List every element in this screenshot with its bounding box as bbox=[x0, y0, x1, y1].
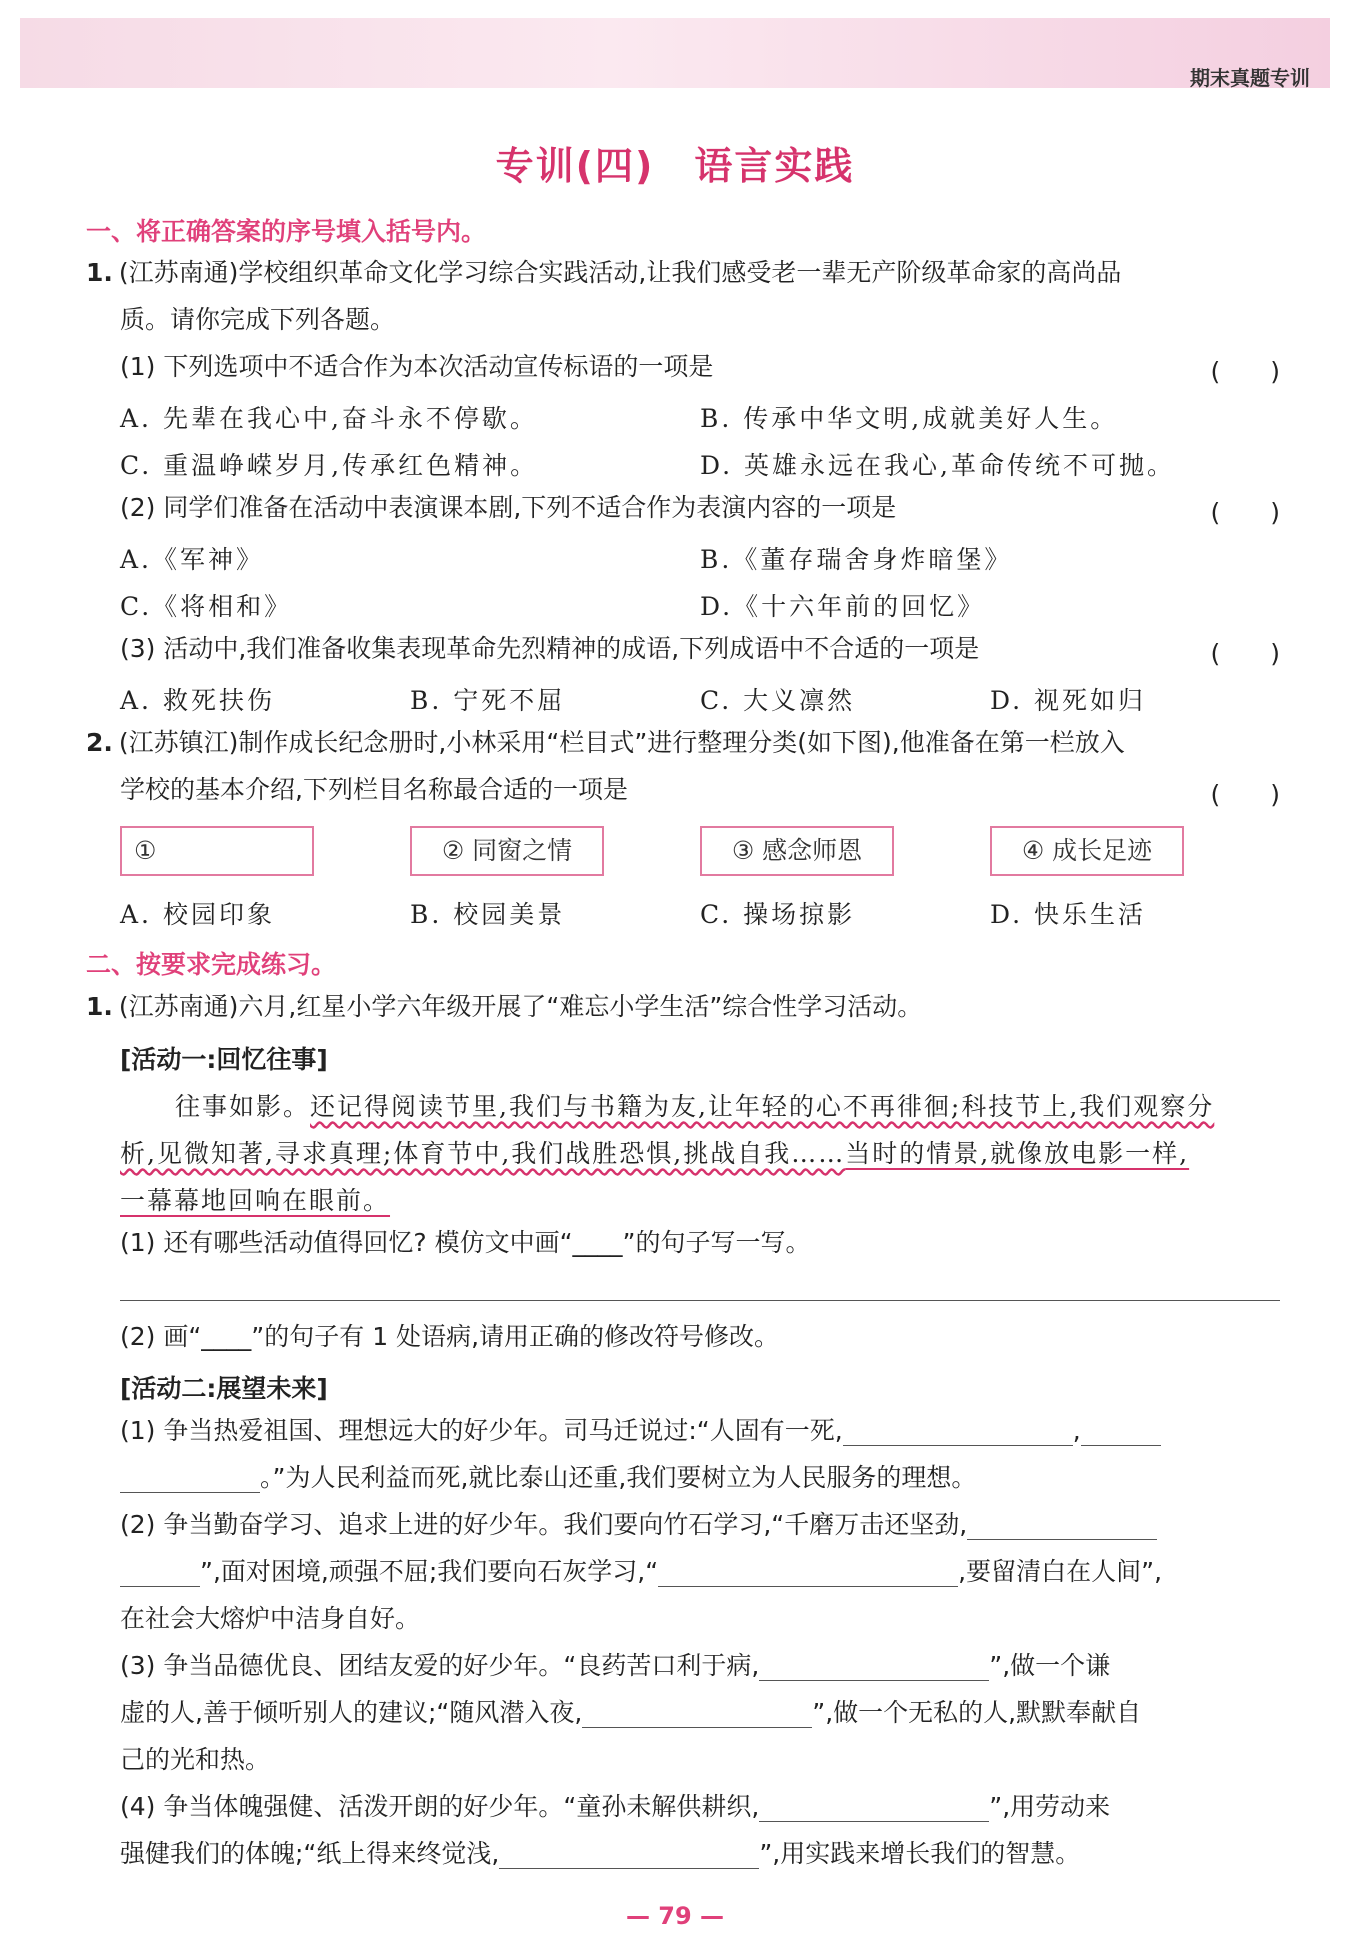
act2-s3c: 虚的人,善于倾听别人的建议;“随风潜入夜, bbox=[120, 1698, 583, 1727]
answer-blank[interactable] bbox=[759, 1658, 989, 1681]
act2-s2b: ”,面对困境,顽强不屈;我们要向石灰学习,“ bbox=[200, 1557, 659, 1586]
option-d: D. 视死如归 bbox=[990, 686, 1147, 715]
option-d: D. 英雄永远在我心,革命传统不可抛。 bbox=[700, 451, 1175, 480]
page-number: — 79 — bbox=[625, 1902, 725, 1930]
column-box-1: ① bbox=[120, 826, 314, 876]
act2-s1a: (1) 争当热爱祖国、理想远大的好少年。司马迁说过:“人固有一死, bbox=[120, 1416, 843, 1445]
option-c: C. 重温峥嵘岁月,传承红色精神。 bbox=[120, 451, 539, 480]
act2-s3b: ”,做一个谦 bbox=[989, 1651, 1111, 1680]
s1q2-text-1 bbox=[86, 728, 1280, 758]
option-a: A. 先辈在我心中,奋斗永不停歇。 bbox=[120, 404, 538, 433]
s1q1-text-1 bbox=[86, 258, 1280, 288]
act2-s2c: ,要留清白在人间”, bbox=[958, 1557, 1163, 1586]
s1q1-text-line1: (江苏南通)学校组织革命文化学习综合实践活动,让我们感受老一辈无产阶级革命家的高尚品 bbox=[118, 258, 1122, 287]
act2-s4a: (4) 争当体魄强健、活泼开朗的好少年。“童孙未解供耕织, bbox=[120, 1792, 760, 1821]
passage-line-2 bbox=[120, 1134, 1280, 1170]
s2q1-num: 1. bbox=[86, 992, 113, 1021]
answer-blank[interactable] bbox=[120, 1470, 260, 1493]
activity2-label: [活动二:展望未来] bbox=[120, 1374, 328, 1403]
answer-blank[interactable] bbox=[1081, 1423, 1161, 1446]
s1q1-text-line2: 质。请你完成下列各题。 bbox=[120, 305, 396, 334]
column-box-3: ③ 感念师恩 bbox=[700, 826, 894, 876]
s1q2-text-line2: 学校的基本介绍,下列栏目名称最合适的一项是 bbox=[120, 775, 628, 804]
passage-start: 往事如影。 bbox=[175, 1092, 311, 1121]
answer-paren[interactable]: ( ) bbox=[1210, 780, 1280, 809]
passage-line-1 bbox=[175, 1087, 1280, 1123]
option-b: B.《董存瑞舍身炸暗堡》 bbox=[700, 545, 1013, 574]
s1q1-num: 1. bbox=[86, 258, 113, 287]
act2-s1-line1 bbox=[120, 1416, 1280, 1446]
act2-s1b: , bbox=[1072, 1416, 1081, 1445]
act2-s3-line2 bbox=[120, 1698, 1280, 1728]
s1q1-sub3: (3) 活动中,我们准备收集表现革命先烈精神的成语,下列成语中不合适的一项是 bbox=[120, 634, 980, 663]
passage-solid-1: 当时的情景,就像放电影一样, bbox=[845, 1139, 1190, 1168]
answer-paren[interactable]: ( ) bbox=[1210, 357, 1280, 386]
option-b: B. 传承中华文明,成就美好人生。 bbox=[700, 404, 1119, 433]
section2-heading: 二、按要求完成练习。 bbox=[86, 950, 337, 979]
option-a: A.《军神》 bbox=[120, 545, 265, 574]
option-a: A. 救死扶伤 bbox=[120, 686, 275, 715]
option-c: C.《将相和》 bbox=[120, 592, 293, 621]
s1q2-num: 2. bbox=[86, 728, 113, 757]
option-d: D. 快乐生活 bbox=[990, 900, 1147, 929]
act2-s4c: 强健我们的体魄;“纸上得来终觉浅, bbox=[120, 1839, 500, 1868]
answer-blank[interactable] bbox=[499, 1846, 759, 1869]
s2q1-intro: (江苏南通)六月,红星小学六年级开展了“难忘小学生活”综合性学习活动。 bbox=[118, 992, 923, 1021]
act2-s4-line2 bbox=[120, 1839, 1280, 1869]
column-box-2: ② 同窗之情 bbox=[410, 826, 604, 876]
header-tag: 期末真题专训 bbox=[1190, 66, 1310, 90]
answer-blank[interactable] bbox=[759, 1799, 989, 1822]
s1q1-sub2: (2) 同学们准备在活动中表演课本剧,下列不适合作为表演内容的一项是 bbox=[120, 493, 897, 522]
header-banner bbox=[20, 18, 1330, 88]
option-b: B. 宁死不屈 bbox=[410, 686, 566, 715]
act2-s3a: (3) 争当品德优良、团结友爱的好少年。“良药苦口利于病, bbox=[120, 1651, 760, 1680]
passage-solid-2: 一幕幕地回响在眼前。 bbox=[120, 1186, 391, 1215]
s1q2-text-line1: (江苏镇江)制作成长纪念册时,小林采用“栏目式”进行整理分类(如下图),他准备在第一栏放入 bbox=[118, 728, 1125, 757]
act2-s2-line1 bbox=[120, 1510, 1280, 1540]
act1-sub2: (2) 画“____”的句子有 1 处语病,请用正确的修改符号修改。 bbox=[120, 1322, 780, 1351]
answer-blank[interactable] bbox=[658, 1564, 958, 1587]
option-b: B. 校园美景 bbox=[410, 900, 566, 929]
act2-s4d: ”,用实践来增长我们的智慧。 bbox=[759, 1839, 1081, 1868]
act2-s4-line1 bbox=[120, 1792, 1280, 1822]
passage-wavy-1: 还记得阅读节里,我们与书籍为友,让年轻的心不再徘徊;科技节上,我们观察分 bbox=[310, 1092, 1215, 1121]
option-d: D.《十六年前的回忆》 bbox=[700, 592, 986, 621]
page-title: 专训(四) 语言实践 bbox=[495, 144, 855, 188]
act2-s1-line2 bbox=[120, 1463, 1280, 1493]
s1q1-sub1: (1) 下列选项中不适合作为本次活动宣传标语的一项是 bbox=[120, 352, 714, 381]
act2-s2-line3: 在社会大熔炉中洁身自好。 bbox=[120, 1604, 421, 1633]
act2-s1c: 。”为人民利益而死,就比泰山还重,我们要树立为人民服务的理想。 bbox=[260, 1463, 977, 1492]
act2-s2a: (2) 争当勤奋学习、追求上进的好少年。我们要向竹石学习,“千磨万击还坚劲, bbox=[120, 1510, 968, 1539]
act2-s4b: ”,用劳动来 bbox=[989, 1792, 1111, 1821]
column-box-4: ④ 成长足迹 bbox=[990, 826, 1184, 876]
answer-line[interactable] bbox=[120, 1300, 1280, 1301]
answer-paren[interactable]: ( ) bbox=[1210, 498, 1280, 527]
answer-blank[interactable] bbox=[120, 1564, 200, 1587]
act2-s2-line2 bbox=[120, 1557, 1280, 1587]
answer-blank[interactable] bbox=[843, 1423, 1073, 1446]
option-c: C. 大义凛然 bbox=[700, 686, 856, 715]
passage-line-3 bbox=[120, 1181, 1280, 1217]
answer-blank[interactable] bbox=[582, 1705, 812, 1728]
s2q1-text bbox=[86, 992, 1280, 1022]
option-c: C. 操场掠影 bbox=[700, 900, 856, 929]
act2-s3d: ”,做一个无私的人,默默奉献自 bbox=[812, 1698, 1142, 1727]
answer-blank[interactable] bbox=[967, 1517, 1157, 1540]
section1-heading: 一、将正确答案的序号填入括号内。 bbox=[86, 217, 487, 246]
act1-sub1: (1) 还有哪些活动值得回忆? 模仿文中画“____”的句子写一写。 bbox=[120, 1228, 811, 1257]
option-a: A. 校园印象 bbox=[120, 900, 275, 929]
activity1-label: [活动一:回忆往事] bbox=[120, 1045, 328, 1074]
act2-s3-line3: 己的光和热。 bbox=[120, 1745, 271, 1774]
act2-s3-line1 bbox=[120, 1651, 1280, 1681]
answer-paren[interactable]: ( ) bbox=[1210, 639, 1280, 668]
passage-wavy-2: 析,见微知著,寻求真理;体育节中,我们战胜恐惧,挑战自我…… bbox=[120, 1139, 846, 1168]
